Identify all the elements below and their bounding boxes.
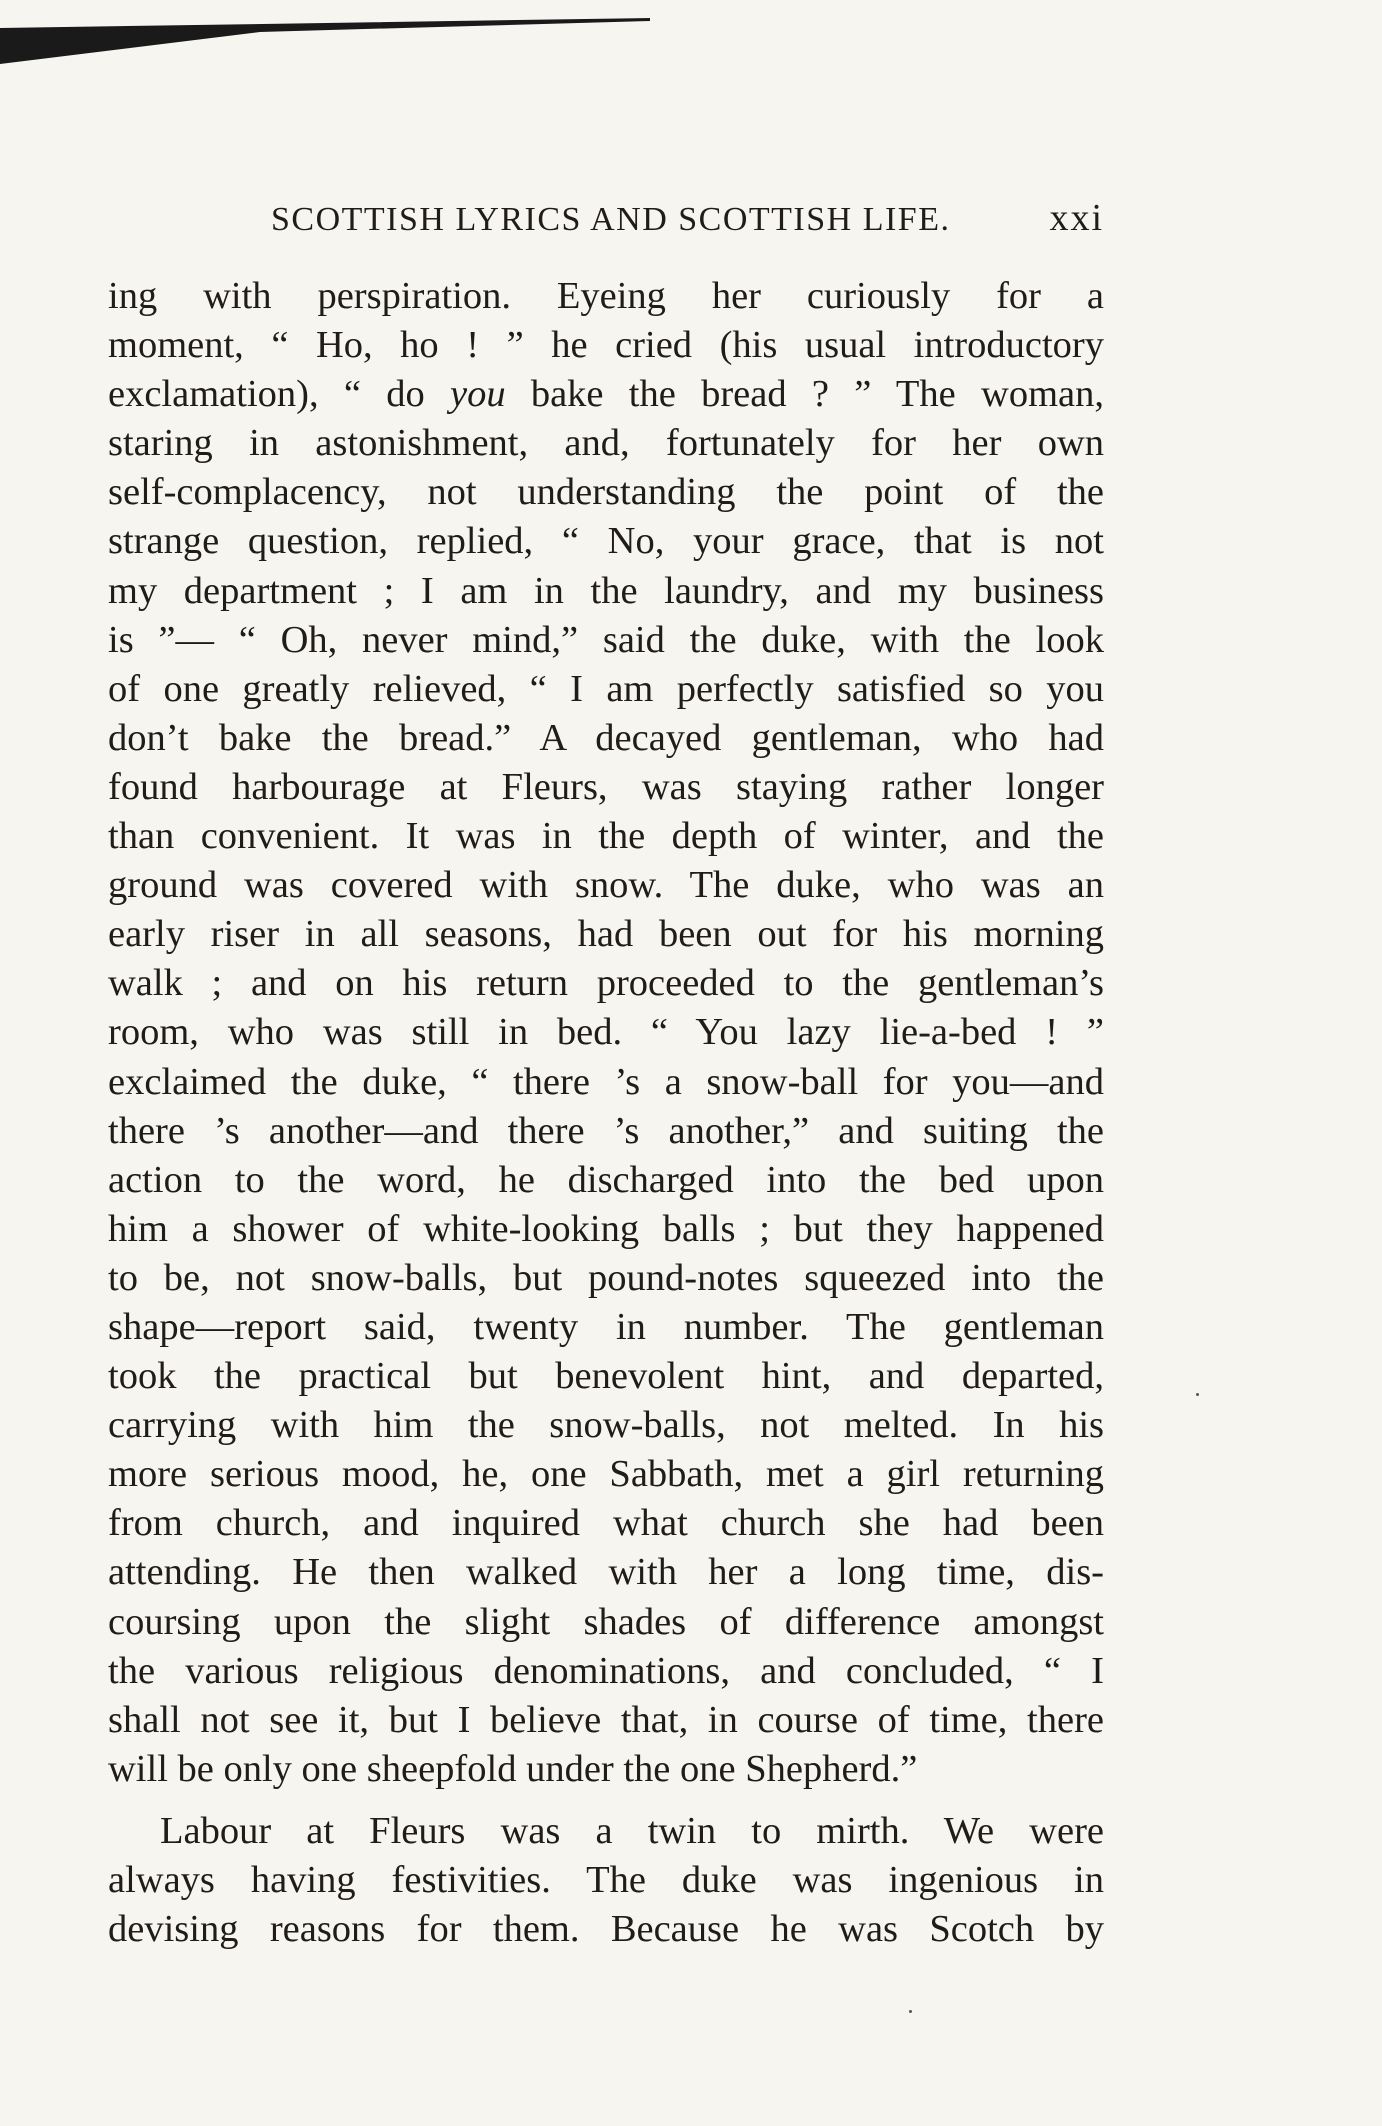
text-line: is ”— “ Oh, never mind,” said the duke, with the look	[108, 618, 1104, 661]
text-line: than convenient. It was in the depth of winter, and the	[108, 815, 1104, 858]
text-line: my department ; I am in the laundry, and my business	[108, 569, 1104, 612]
body-text	[108, 272, 1104, 1954]
text-line: to be, not snow-balls, but pound-notes squeezed into the	[108, 1256, 1104, 1299]
running-head-title: SCOTTISH LYRICS AND SCOTTISH LIFE.	[271, 201, 951, 238]
text-line: ground was covered with snow. The duke, who was an	[108, 864, 1104, 907]
page-number: xxi	[1049, 197, 1104, 239]
text-line: more serious mood, he, one Sabbath, met a girl returning	[108, 1453, 1104, 1496]
text-line: Labour at Fleurs was a twin to mirth. We were	[160, 1809, 1104, 1852]
text-line: him a shower of white-looking balls ; but they happened	[108, 1207, 1104, 1250]
text-line: self-complacency, not understanding the point of the	[108, 471, 1104, 514]
text-line: exclaimed the duke, “ there ’s a snow-ball for you—and	[108, 1060, 1104, 1103]
text-line: walk ; and on his return proceeded to the gentleman’s	[108, 962, 1104, 1005]
text-line: carrying with him the snow-balls, not melted. In his	[108, 1404, 1104, 1447]
text-line: the various religious denominations, and concluded, “ I	[108, 1649, 1104, 1692]
running-head	[271, 196, 1104, 240]
text-line: shape—report said, twenty in number. The gentleman	[108, 1305, 1104, 1348]
text-line: exclamation), “ do you bake the bread ? ” The woman,	[108, 373, 1104, 416]
paragraph-gap	[108, 1794, 1104, 1807]
scan-speck	[909, 2010, 912, 2013]
text-line: staring in astonishment, and, fortunately for her own	[108, 422, 1104, 465]
text-line: coursing upon the slight shades of difference amongst	[108, 1600, 1104, 1643]
text-line: shall not see it, but I believe that, in course of time, there	[108, 1698, 1104, 1741]
text-line: from church, and inquired what church she had been	[108, 1502, 1104, 1545]
text-line: action to the word, he discharged into the bed upon	[108, 1158, 1104, 1201]
text-line: attending. He then walked with her a long time, dis-	[108, 1551, 1104, 1594]
text-line: there ’s another—and there ’s another,” and suiting the	[108, 1109, 1104, 1152]
book-page	[108, 180, 1104, 1954]
scan-speck	[1196, 1393, 1199, 1396]
text-line: found harbourage at Fleurs, was staying rather longer	[108, 765, 1104, 808]
text-line: ing with perspiration. Eyeing her curiously for a	[108, 275, 1104, 317]
text-line: moment, “ Ho, ho ! ” he cried (his usual introductory	[108, 324, 1104, 367]
scan-edge-mark	[0, 18, 650, 64]
text-line: strange question, replied, “ No, your grace, that is not	[108, 520, 1104, 563]
text-line: took the practical but benevolent hint, and departed,	[108, 1355, 1104, 1398]
emphasis: you	[449, 373, 506, 416]
text-line: always having festivities. The duke was ingenious in	[108, 1859, 1104, 1901]
text-line: will be only one sheepfold under the one Shepherd.”	[108, 1747, 918, 1790]
text-line: early riser in all seasons, had been out for his morning	[108, 913, 1104, 956]
text-line: don’t bake the bread.” A decayed gentleman, who had	[108, 716, 1104, 759]
text-line: devising reasons for them. Because he was Scotch by	[108, 1908, 1104, 1951]
text-line: room, who was still in bed. “ You lazy lie-a-bed ! ”	[108, 1011, 1104, 1054]
text-line: of one greatly relieved, “ I am perfectly satisfied so you	[108, 667, 1104, 710]
